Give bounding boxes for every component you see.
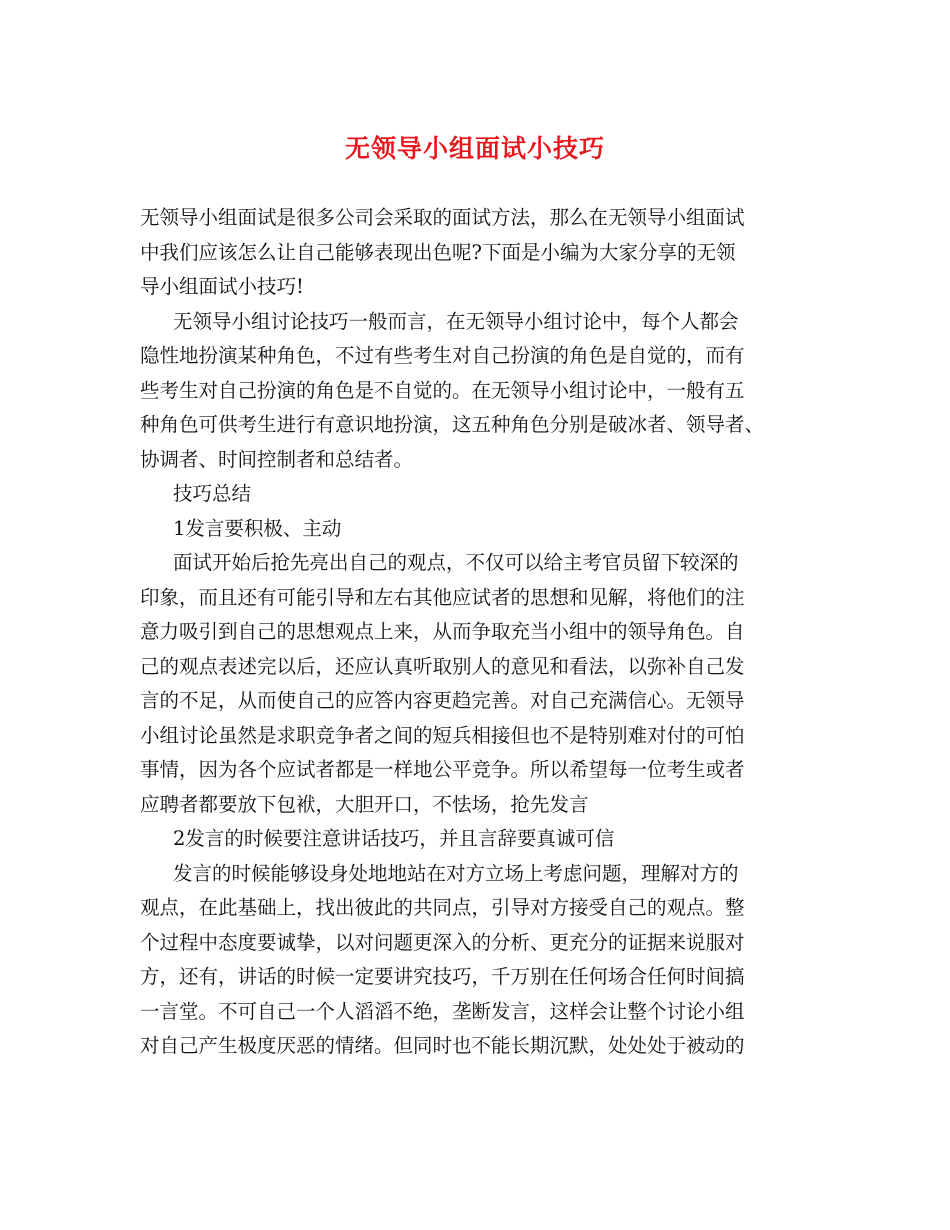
text-line: 技巧总结 <box>173 482 252 505</box>
text-line: 2发言的时候要注意讲话技巧，并且言辞要真诚可信 <box>173 827 615 850</box>
text-line: 面试开始后抢先亮出自己的观点，不仅可以给主考官员留下较深的 <box>173 551 739 574</box>
text-line: 种角色可供考生进行有意识地扮演，这五种角色分别是破冰者、领导者、 <box>140 413 765 436</box>
text-line: 对自己产生极度厌恶的情绪。但同时也不能长期沉默，处处处于被动的 <box>140 1034 745 1057</box>
text-line: 小组讨论虽然是求职竞争者之间的短兵相接但也不是特别难对付的可怕 <box>140 723 745 747</box>
text-line: 些考生对自己扮演的角色是不自觉的。在无领导小组讨论中，一般有五 <box>140 378 745 402</box>
text-line: 观点，在此基础上，找出彼此的共同点，引导对方接受自己的观点。整 <box>140 896 745 919</box>
text-line: 事情，因为各个应试者都是一样地公平竞争。所以希望每一位考生或者 <box>140 758 745 781</box>
document-body <box>140 201 815 1064</box>
text-line: 一言堂。不可自己一个人滔滔不绝，垄断发言，这样会让整个讨论小组 <box>140 999 745 1023</box>
text-line: 印象，而且还有可能引导和左右其他应试者的思想和见解，将他们的注 <box>140 585 745 609</box>
text-line: 方，还有，讲话的时候一定要讲究技巧，千万别在任何场合任何时间搞 <box>140 965 745 988</box>
text-line: 无领导小组面试是很多公司会采取的面试方法，那么在无领导小组面试 <box>140 206 745 229</box>
text-line: 言的不足，从而使自己的应答内容更趋完善。对自己充满信心。无领导 <box>140 689 745 712</box>
text-line: 导小组面试小技巧! <box>140 275 304 298</box>
document-title: 无领导小组面试小技巧 <box>344 134 605 163</box>
text-line: 协调者、时间控制者和总结者。 <box>140 447 414 471</box>
text-line: 1发言要积极、主动 <box>173 516 342 540</box>
text-line: 己的观点表述完以后，还应认真听取别人的意见和看法，以弥补自己发 <box>140 654 745 678</box>
text-line: 个过程中态度要诚挚，以对问题更深入的分析、更充分的证据来说服对 <box>140 930 745 954</box>
text-line: 发言的时候能够设身处地地站在对方立场上考虑问题，理解对方的 <box>173 861 739 885</box>
text-line: 无领导小组讨论技巧一般而言，在无领导小组讨论中，每个人都会 <box>173 309 739 333</box>
text-line: 隐性地扮演某种角色，不过有些考生对自己扮演的角色是自觉的，而有 <box>140 344 745 367</box>
text-line: 中我们应该怎么让自己能够表现出色呢?下面是小编为大家分享的无领 <box>140 240 736 264</box>
text-line: 意力吸引到自己的思想观点上来，从而争取充当小组中的领导角色。自 <box>140 620 745 643</box>
text-line: 应聘者都要放下包袱，大胆开口，不怯场，抢先发言 <box>140 792 589 816</box>
